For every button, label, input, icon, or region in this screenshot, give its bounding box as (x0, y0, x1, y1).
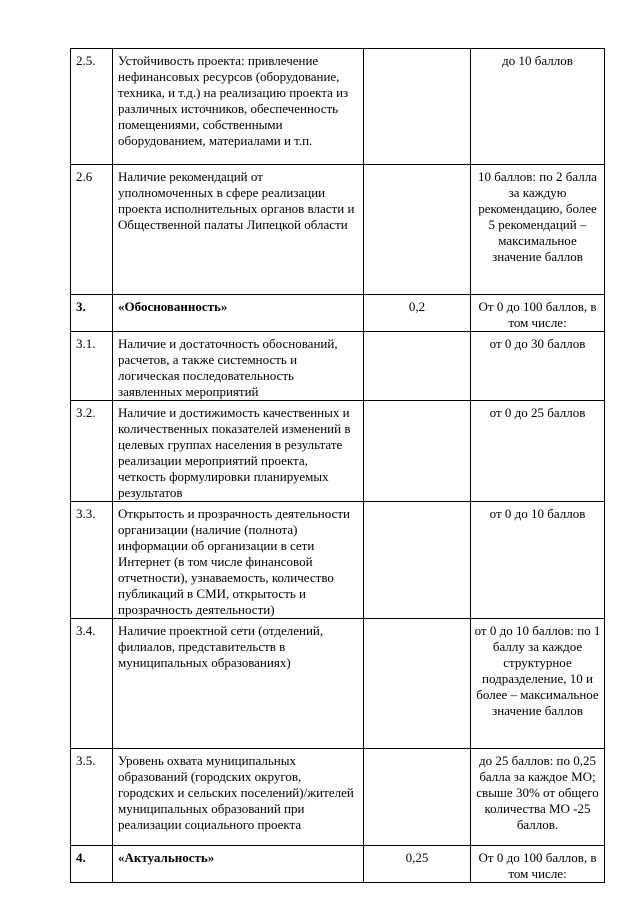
table-row (71, 165, 605, 295)
table-row (71, 332, 605, 401)
table-row (71, 502, 605, 619)
row-number: 3.3. (71, 502, 113, 619)
table-row (71, 401, 605, 502)
criteria-table (70, 48, 605, 883)
document-page (70, 48, 604, 883)
criterion-score: от 0 до 10 баллов (471, 502, 605, 619)
section-weight: 0,25 (364, 846, 471, 883)
criterion-score: до 25 баллов: по 0,25 балла за каждое МО; свыше 30% от общего количества МО -25 баллов. (471, 749, 605, 846)
criterion-name: Устойчивость проекта: привлечение нефинансовых ресурсов (оборудование, техника, и т.д.) на реализацию проекта из различных источников, обеспеченность помещениями, собственными оборудованием, материалами и т.п. (113, 49, 364, 165)
criterion-weight (364, 165, 471, 295)
criterion-name: Наличие и достижимость качественных и количественных показателей изменений в целевых группах населения в результате реализации мероприятий проекта, четкость формулировки планируемых результатов (113, 401, 364, 502)
section-row (71, 295, 605, 332)
row-number: 3.4. (71, 619, 113, 749)
row-number: 3.5. (71, 749, 113, 846)
table-row (71, 749, 605, 846)
criterion-score: до 10 баллов (471, 49, 605, 165)
table-row (71, 49, 605, 165)
section-number: 3. (71, 295, 113, 332)
criterion-name: Уровень охвата муниципальных образований (городских округов, городских и сельских поселений)/жителей муниципальных образований при реализации социального проекта (113, 749, 364, 846)
criterion-name: Открытость и прозрачность деятельности организации (наличие (полнота) информации об организации в сети Интернет (в том числе финансовой отчетности), узнаваемость, количество публикаций в СМИ, открытость и прозрачность деятельности) (113, 502, 364, 619)
criterion-score: 10 баллов: по 2 балла за каждую рекомендацию, более 5 рекомендаций – максимальное значение баллов (471, 165, 605, 295)
section-row (71, 846, 605, 883)
criterion-score: от 0 до 30 баллов (471, 332, 605, 401)
row-number: 2.5. (71, 49, 113, 165)
criterion-name: Наличие рекомендаций от уполномоченных в сфере реализации проекта исполнительных органов власти и Общественной палаты Липецкой области (113, 165, 364, 295)
row-number: 3.1. (71, 332, 113, 401)
criterion-score: от 0 до 25 баллов (471, 401, 605, 502)
criterion-name: Наличие проектной сети (отделений, филиалов, представительств в муниципальных образованиях) (113, 619, 364, 749)
criterion-weight (364, 49, 471, 165)
criterion-weight (364, 332, 471, 401)
criterion-name: Наличие и достаточность обоснований, расчетов, а также системность и логическая последовательность заявленных мероприятий (113, 332, 364, 401)
criterion-weight (364, 749, 471, 846)
section-weight: 0,2 (364, 295, 471, 332)
table-row (71, 619, 605, 749)
section-title: «Актуальность» (113, 846, 364, 883)
section-score: От 0 до 100 баллов, в том числе: (471, 846, 605, 883)
criterion-weight (364, 502, 471, 619)
section-number: 4. (71, 846, 113, 883)
section-title: «Обоснованность» (113, 295, 364, 332)
section-score: От 0 до 100 баллов, в том числе: (471, 295, 605, 332)
row-number: 3.2. (71, 401, 113, 502)
criterion-weight (364, 619, 471, 749)
row-number: 2.6 (71, 165, 113, 295)
criterion-weight (364, 401, 471, 502)
criterion-score: от 0 до 10 баллов: по 1 баллу за каждое структурное подразделение, 10 и более – максимальное значение баллов (471, 619, 605, 749)
